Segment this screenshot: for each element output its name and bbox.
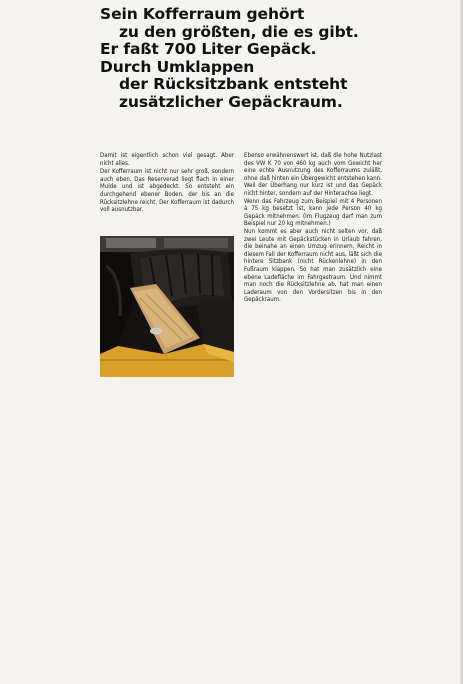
headline-line-2: zu den größten, die es gibt.	[119, 22, 359, 41]
trunk-photo	[100, 236, 234, 377]
left-column	[100, 152, 234, 214]
left-paragraph-1: Damit ist eigentlich schon viel gesagt. Aber nicht alles.	[100, 152, 234, 167]
left-paragraph-2: Der Kofferraum ist nicht nur sehr groß, sondern auch eben. Das Reserverad liegt flach in einer Mulde und ist abgedeckt. So entsteht ein durchgehend ebener Boden, der bis an die Rücksitzlehne reicht. Der Kofferraum ist dadurch voll ausnutzbar.	[100, 168, 234, 214]
right-paragraph-3: Nun kommt es aber auch nicht selten vor, daß zwei Leute mit Gepäckstücken in Urlaub fahren, die beinahe an einen Umzug erinnern. Reicht in diesem Fall der Kofferraum nicht aus, läßt sich die hintere Sitzbank (nicht Rückenlehne) in den Fußraum klappen. So hat man zusätzlich eine ebene Ladefläche im Fahrgastraum. Und nimmt man noch die Rücksitzlehne ab, hat man einen Laderaum von den Vordersitzen bis in den Gepäckraum.	[244, 227, 382, 304]
right-paragraph-2: Wenn das Fahrzeug zum Beispiel mit 4 Personen à 75 kg besetzt ist, kann jede Person 40 kg Gepäck mitnehmen. (Im Flugzeug darf man zum Beispiel nur 20 kg mitnehmen.)	[244, 197, 382, 228]
headline-line-3: Er faßt 700 Liter Gepäck.	[100, 40, 317, 58]
right-paragraph-1: Ebenso erwähnenswert ist, daß die hohe Nutzlast des VW K 70 von 460 kg auch vom Gewicht her eine echte Ausnutzung des Kofferraums zuläßt, ohne daß hinten ein Übergewicht entstehen kann. Weil der Überhang nur kurz ist und das Gepäck nicht hinter, sondern auf der Hinterachse liegt.	[244, 152, 382, 197]
headline-line-4: Durch Umklappen	[100, 57, 255, 76]
headline-line-5: der Rücksitzbank entsteht	[119, 75, 348, 93]
right-column	[244, 152, 382, 304]
headline-line-6: zusätzlicher Gepäckraum.	[119, 92, 343, 111]
headline	[100, 6, 440, 111]
headline-line-1: Sein Kofferraum gehört	[100, 5, 305, 23]
